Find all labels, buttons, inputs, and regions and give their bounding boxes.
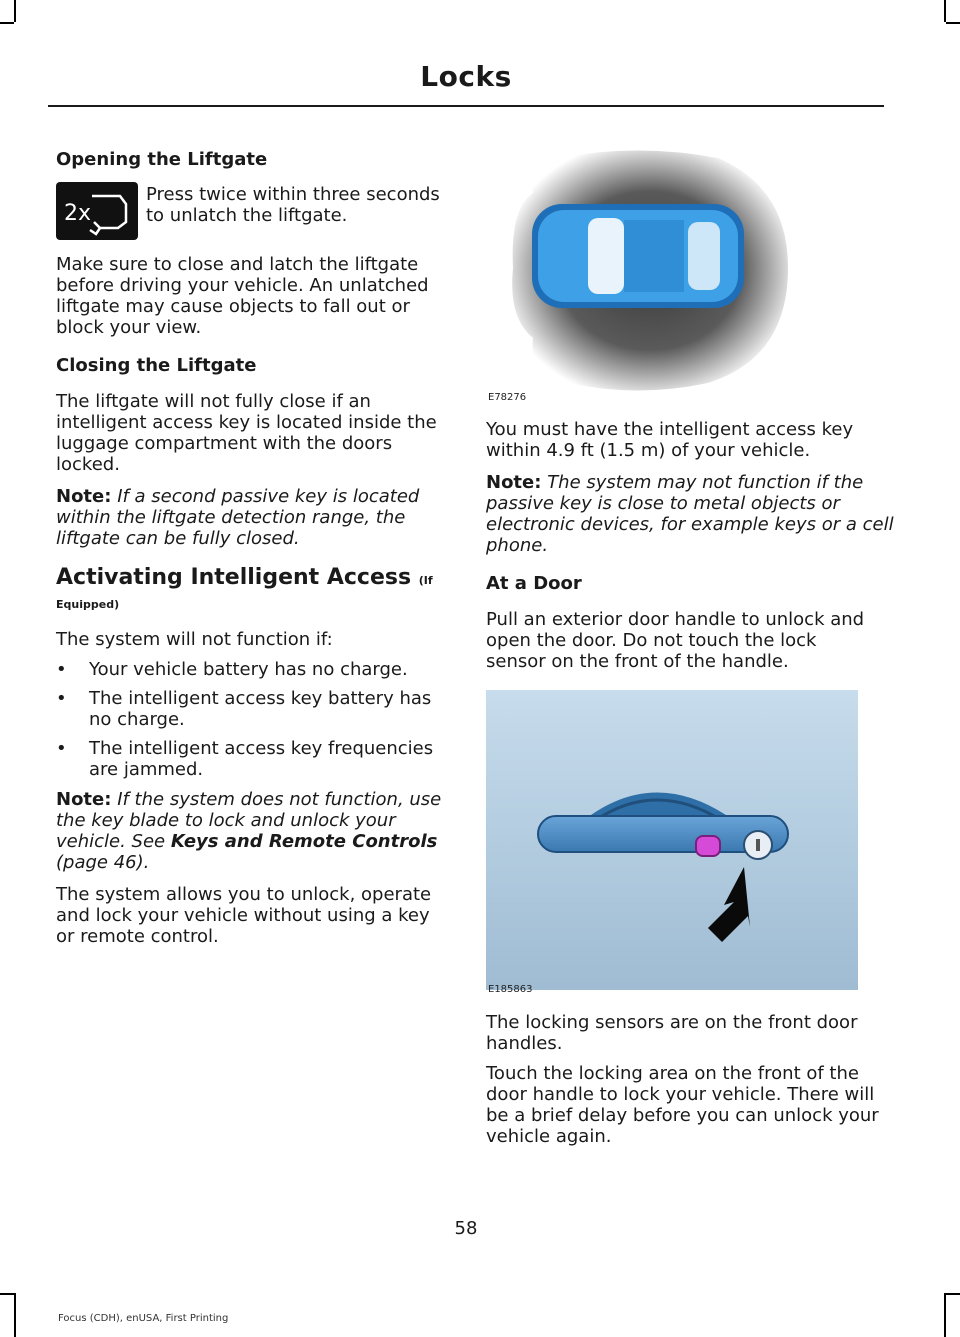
- liftgate-2x-icon: [56, 182, 138, 240]
- activating-cond-1: (If: [418, 574, 433, 587]
- closing-para-line2: and lock your vehicle without using a key: [56, 905, 430, 926]
- icon-2x-label: 2x: [64, 201, 92, 226]
- note2-page-ref: (page 46).: [56, 852, 150, 873]
- bullet-text: are jammed.: [89, 759, 204, 780]
- note3-line1: [486, 472, 863, 493]
- opening-body-line3: liftgate may cause objects to fall out or: [56, 296, 410, 317]
- note2-line3: [56, 831, 437, 852]
- note-label: Note:: [486, 472, 542, 493]
- closing-body-line3: luggage compartment with the doors: [56, 433, 393, 454]
- bullet-item: [56, 738, 456, 782]
- activating-cond-2: Equipped): [56, 598, 120, 611]
- note1-text-1: If a second passive key is located: [117, 486, 420, 507]
- note2-see: vehicle. See: [56, 831, 166, 852]
- crop-mark: [14, 0, 16, 22]
- note2-line1: [56, 789, 441, 810]
- system-intro: The system will not function if:: [56, 629, 333, 650]
- image-code-e185863: E185863: [488, 984, 533, 995]
- crop-mark: [946, 22, 960, 24]
- bullet-dot: •: [56, 659, 67, 680]
- bullet-dot: •: [56, 738, 67, 759]
- note3-line2: passive key is close to metal objects or: [486, 493, 840, 514]
- note3-line4: phone.: [486, 535, 549, 556]
- touch-line4: vehicle again.: [486, 1126, 612, 1147]
- door-body-line1: Pull an exterior door handle to unlock and: [486, 609, 865, 630]
- note1-line1: [56, 486, 419, 507]
- door-body-line3: sensor on the front of the handle.: [486, 651, 789, 672]
- opening-body-line4: block your view.: [56, 317, 202, 338]
- touch-line2: door handle to lock your vehicle. There will: [486, 1084, 875, 1105]
- door-body-line2: open the door. Do not touch the lock: [486, 630, 817, 651]
- touch-line1: Touch the locking area on the front of the: [486, 1063, 859, 1084]
- keys-remote-link[interactable]: Keys and Remote Controls: [170, 831, 438, 852]
- activating-heading: [56, 565, 433, 594]
- note-label: Note:: [56, 486, 112, 507]
- closing-liftgate-heading: Closing the Liftgate: [56, 355, 257, 376]
- crop-mark: [946, 1293, 960, 1295]
- page-number: 58: [454, 1218, 478, 1239]
- opening-liftgate-heading: Opening the Liftgate: [56, 149, 268, 170]
- opening-body-line1: Make sure to close and latch the liftgate: [56, 254, 419, 275]
- opening-press-line1: Press twice within three seconds: [146, 184, 440, 205]
- closing-body-line4: locked.: [56, 454, 120, 475]
- crop-mark: [14, 1293, 16, 1337]
- bullet-text: Your vehicle battery has no charge.: [89, 659, 408, 680]
- closing-body-line1: The liftgate will not fully close if an: [56, 391, 371, 412]
- crop-mark: [0, 1293, 14, 1295]
- activating-heading-text: Activating Intelligent Access: [56, 565, 412, 590]
- vehicle-range-illustration: [488, 148, 798, 393]
- note1-line2: within the liftgate detection range, the: [56, 507, 406, 528]
- at-a-door-heading: At a Door: [486, 573, 582, 594]
- range-line1: You must have the intelligent access key: [486, 419, 854, 440]
- bullet-item: [56, 688, 456, 732]
- crop-mark: [944, 0, 946, 22]
- footer-meta: Focus (CDH), enUSA, First Printing: [58, 1313, 229, 1324]
- note-label: Note:: [56, 789, 112, 810]
- sensors-line1: The locking sensors are on the front door: [486, 1012, 858, 1033]
- crop-mark: [944, 1293, 946, 1337]
- note3-text-1: The system may not function if the: [547, 472, 864, 493]
- note3-line3: electronic devices, for example keys or a cell: [486, 514, 894, 535]
- bullet-dot: •: [56, 688, 67, 709]
- bullet-text: The intelligent access key battery has: [89, 688, 432, 709]
- closing-para-line3: or remote control.: [56, 926, 219, 947]
- bullet-item: [56, 659, 456, 681]
- door-handle-illustration: [486, 690, 858, 990]
- opening-press-line2: to unlatch the liftgate.: [146, 205, 348, 226]
- note2-text-1: If the system does not function, use: [117, 789, 442, 810]
- sensors-line2: handles.: [486, 1033, 563, 1054]
- bullet-text: no charge.: [89, 709, 185, 730]
- note1-line3: liftgate can be fully closed.: [56, 528, 300, 549]
- crop-mark: [0, 22, 14, 24]
- header-rule: [48, 105, 884, 107]
- closing-para-line1: The system allows you to unlock, operate: [56, 884, 432, 905]
- note2-line2: the key blade to lock and unlock your: [56, 810, 396, 831]
- touch-line3: be a brief delay before you can unlock your: [486, 1105, 879, 1126]
- range-line2: within 4.9 ft (1.5 m) of your vehicle.: [486, 440, 811, 461]
- opening-body-line2: before driving your vehicle. An unlatched: [56, 275, 429, 296]
- page-title: Locks: [420, 60, 512, 93]
- image-code-e78276: E78276: [488, 392, 527, 403]
- bullet-text: The intelligent access key frequencies: [89, 738, 434, 759]
- closing-body-line2: intelligent access key is located inside the: [56, 412, 437, 433]
